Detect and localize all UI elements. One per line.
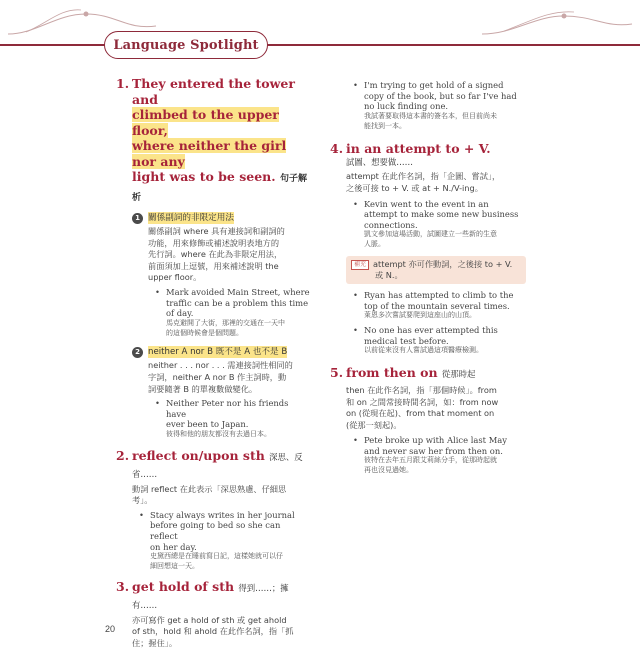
heading-line: They entered the tower and: [132, 76, 295, 107]
subpoint-2: [132, 346, 310, 358]
gloss: 從那時起: [441, 368, 476, 379]
supplement-note: [346, 256, 526, 284]
example-zh: 人脈。: [364, 240, 385, 249]
example-en: Mark avoided Main Street, where: [166, 286, 310, 297]
example: [132, 510, 310, 572]
gloss: 試圖、想要做……: [346, 157, 413, 168]
note-tag: 補充: [351, 260, 369, 270]
explanation: [132, 615, 310, 650]
text-line: of sth，hold 和 ahold 在此作名詞，指「抓: [132, 626, 294, 637]
text-line: 前面須加上逗號，用來補述說明 the: [148, 260, 279, 271]
explanation: [132, 484, 310, 507]
text-line: 或 N.。: [375, 269, 403, 280]
bullet-icon: •: [353, 435, 358, 446]
entry-heading: [330, 141, 526, 168]
example-en: ever been to Japan.: [166, 419, 249, 430]
phrase: reflect on/upon sth: [132, 447, 265, 463]
page-header: [0, 0, 640, 70]
example-en: traffic can be a problem this time: [166, 297, 309, 308]
example-zh: 能找到一本。: [364, 121, 406, 130]
entry-number: 1.: [116, 76, 130, 91]
subpoint-1: [132, 212, 310, 224]
entry-number: 4.: [330, 141, 344, 157]
entry-5: [330, 365, 526, 476]
entry-number: 5.: [330, 364, 344, 380]
example-zh: 馬克避開了大街，那裡的交通在一天中: [166, 318, 285, 327]
bullet-icon: •: [155, 286, 160, 297]
text-line: (從那一刻起)。: [346, 419, 402, 430]
text-line: attempt 在此作名詞，指「企圖、嘗試」，: [346, 171, 501, 182]
example: [148, 287, 310, 338]
example-zh: 萊恩多次嘗試要爬到這座山的山頂。: [364, 311, 476, 320]
bullet-icon: •: [353, 289, 358, 300]
example-zh: 史黛西總是在睡前寫日記，這樣她就可以仔: [150, 552, 283, 561]
text-line: on (從現在起)、from that moment on: [346, 408, 495, 419]
entry-number: 2.: [116, 447, 130, 463]
example-en: Neither Peter nor his friends have: [166, 398, 289, 419]
analysis-tag: 句子解析: [132, 174, 307, 203]
example-en: on her day.: [150, 541, 197, 552]
text-line: 關係副詞 where 具有連接詞和副詞的: [148, 226, 285, 236]
entry-number: 3.: [116, 578, 130, 594]
example-en: before going to bed so she can reflect: [150, 520, 281, 542]
example-en: Ryan has attempted to climb to the: [364, 289, 514, 300]
example: [346, 199, 526, 250]
entry-heading: [116, 448, 310, 482]
text-line: 動詞 reflect 在此表示「深思熟慮、仔細思: [132, 483, 287, 494]
example-zh: 彼得和他的朋友都沒有去過日本。: [166, 429, 271, 438]
explanation: [148, 360, 310, 395]
example-en: connections.: [364, 219, 418, 230]
bullet-icon: •: [155, 398, 160, 409]
section-title-badge: [104, 31, 268, 59]
page-number: 20: [105, 624, 116, 634]
explanation: [148, 226, 310, 284]
entry-4: [330, 141, 526, 356]
gloss: 深思、反省……: [132, 451, 303, 479]
example-en: and never saw her from then on.: [364, 445, 503, 456]
entry-heading: [330, 365, 526, 382]
text-line: upper floor。: [148, 272, 202, 283]
text-line: 亦可寫作 get a hold of sth 或 get ahold: [132, 614, 287, 625]
phrase: get hold of sth: [132, 578, 235, 594]
example-en: No one has ever attempted this: [364, 324, 498, 335]
bullet-icon: •: [353, 198, 358, 209]
bullet-icon: •: [353, 324, 358, 335]
text-line: attempt 亦可作動詞，之後接 to + V.: [373, 258, 513, 269]
text-line: 功能，用來修飾或補述說明表地方的: [148, 237, 280, 248]
example-zh: 的這個時候會是個問題。: [166, 328, 243, 337]
example-zh: 以前從來沒有人嘗試過這項醫療檢測。: [364, 346, 483, 355]
number-badge: 2: [132, 347, 143, 358]
text-line: 和 on 之間常接時間名詞，如：from now: [346, 396, 499, 407]
example-en: top of the mountain several times.: [364, 300, 510, 311]
example: [346, 80, 526, 131]
entry-1: [116, 76, 310, 440]
subpoint-title: neither A nor B 既不是 A 也不是 B: [148, 347, 288, 358]
example-en: no luck finding one.: [364, 101, 449, 112]
example: [346, 290, 526, 321]
text-line: 先行詞。where 在此為非限定用法，: [148, 249, 283, 260]
explanation: [346, 385, 526, 431]
section-title: Language Spotlight: [113, 37, 259, 53]
text-line: then 在此作名詞，指「那個時候」。from: [346, 384, 497, 395]
explanation: [346, 171, 526, 194]
flourish-right-icon: [474, 4, 634, 38]
number-badge: 1: [132, 213, 143, 224]
example-zh: 細回想這一天。: [150, 562, 199, 571]
bullet-icon: •: [353, 80, 358, 90]
entry-3: [116, 579, 310, 650]
text-line: 詞要隨著 B 的單複數做變化。: [148, 383, 258, 394]
example: [148, 398, 310, 440]
example-en: Pete broke up with Alice last May: [364, 435, 507, 446]
text-line: 住；握住」。: [132, 638, 178, 649]
example-zh: 我試著要取得這本書的簽名本，但目前尚未: [364, 111, 497, 120]
text-line: 考」。: [132, 495, 153, 506]
example-en: Kevin went to the event in an: [364, 198, 489, 209]
left-column: [116, 70, 310, 650]
highlight-text: where neither the girl nor any: [132, 138, 287, 169]
example-en: of day.: [166, 308, 194, 319]
phrase: in an attempt to + V.: [346, 141, 491, 157]
entry-2: [116, 448, 310, 572]
example-en: medical test before.: [364, 335, 449, 346]
header-rule: [0, 44, 640, 46]
example-zh: 凱文參加這場活動，試圖建立一些新的生意: [364, 230, 497, 239]
example-zh: 再也沒見過她。: [364, 466, 413, 475]
example: [346, 325, 526, 356]
example-en: copy of the book, but so far I've had: [364, 90, 517, 101]
text-line: 之後可接 to + V. 或 at + N./V-ing。: [346, 182, 483, 193]
example-zh: 彼特在去年五月跟艾莉絲分手，從那時起就: [364, 456, 497, 465]
example-en: I'm trying to get hold of a signed: [364, 80, 504, 90]
text-line: 字詞，neither A nor B 作主詞時，動: [148, 371, 287, 382]
subpoint-title: 關係副詞的非限定用法: [148, 213, 234, 223]
right-column: [330, 80, 526, 476]
heading-line: light was to be seen.: [132, 169, 276, 184]
entry-heading: [116, 579, 310, 613]
example-en: attempt to make some new business: [364, 209, 519, 220]
phrase: from then on: [346, 364, 438, 380]
bullet-icon: •: [139, 509, 144, 520]
gloss: 得到……；擁有……: [132, 582, 289, 610]
example: [346, 435, 526, 476]
example-en: Stacy always writes in her journal: [150, 509, 295, 520]
text-line: neither . . . nor . . . 需連接詞性相同的: [148, 360, 293, 371]
entry-heading: [116, 76, 310, 206]
highlight-text: climbed to the upper floor,: [132, 107, 279, 138]
